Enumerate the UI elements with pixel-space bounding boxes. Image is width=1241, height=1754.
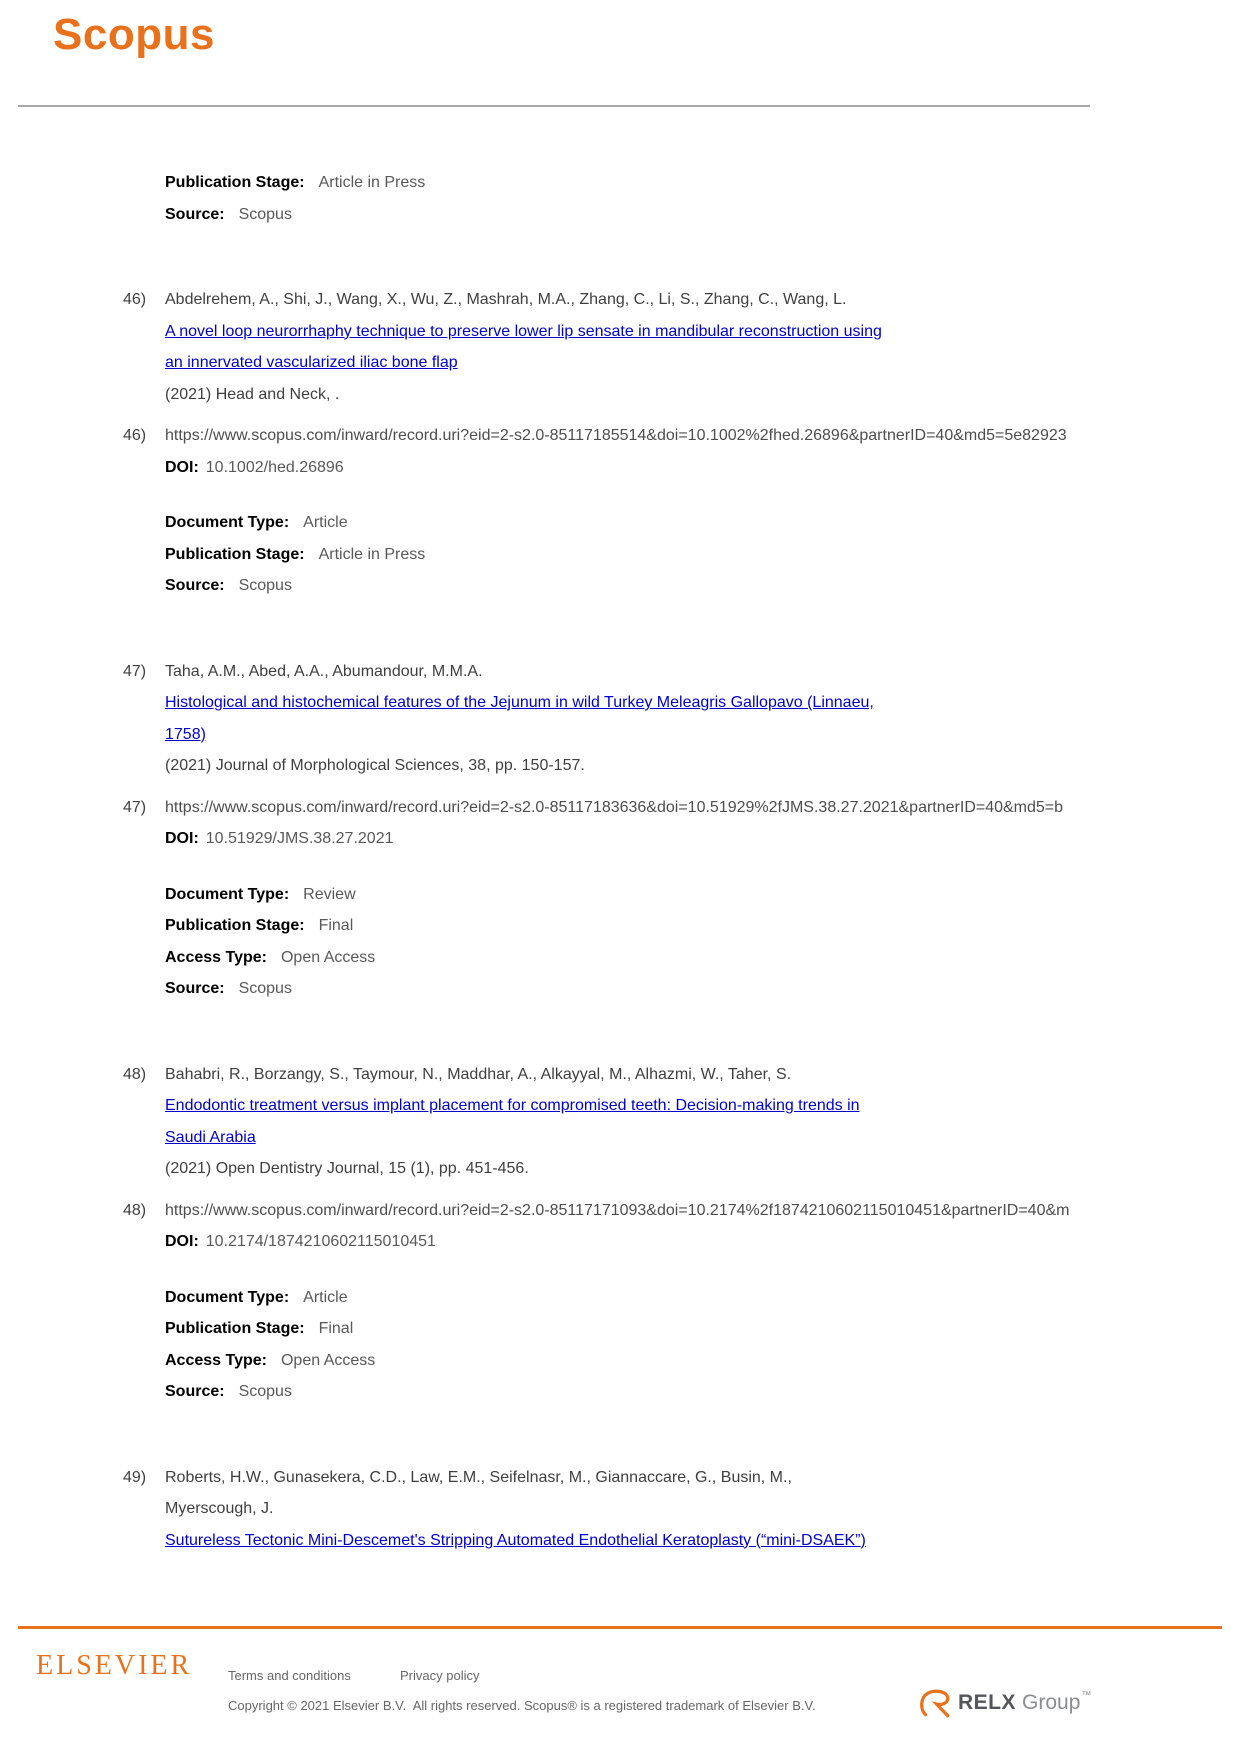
record-details — [123, 1282, 1241, 1408]
access-type-value: Open Access — [280, 1351, 376, 1369]
record-number: 46) — [123, 291, 147, 308]
record-link-block — [123, 792, 1241, 855]
authors-line: Taha, A.M., Abed, A.A., Abumandour, M.M.A. — [165, 662, 483, 680]
doi-value: 10.51929/JMS.38.27.2021 — [205, 830, 394, 847]
authors-line: Roberts, H.W., Gunasekera, C.D., Law, E.M., Seifelnasr, M., Giannaccare, G., Busin, M., — [165, 1468, 792, 1486]
record-number: 49) — [123, 1468, 147, 1486]
relx-name: RELX — [958, 1691, 1017, 1714]
publication-stage-value: Article in Press — [318, 174, 426, 191]
doi-label: DOI: — [165, 1233, 199, 1250]
authors-line: Abdelrehem, A., Shi, J., Wang, X., Wu, Z., Mashrah, M.A., Zhang, C., Li, S., Zhang, C., Wang, L. — [165, 291, 847, 308]
publication-stage-field — [165, 539, 1241, 571]
article-title-line[interactable]: A novel loop neurorrhaphy technique to preserve lower lip sensate in mandibular reconstruction using — [165, 322, 882, 340]
record-url: https://www.scopus.com/inward/record.uri?eid=2-s2.0-85117171093&doi=10.2174%2f1874210602115010451&partnerID=40&m — [165, 1201, 1070, 1219]
document-type-label: Document Type: — [165, 514, 290, 531]
publication-stage-field — [165, 167, 1241, 199]
record-details-partial — [165, 167, 1241, 230]
record-details — [123, 507, 1241, 602]
footer-divider — [18, 1626, 1222, 1629]
publication-stage-value: Final — [318, 1320, 354, 1337]
record-number: 48) — [123, 1065, 147, 1083]
access-type-value: Open Access — [280, 948, 376, 966]
access-type-label: Access Type: — [165, 948, 267, 966]
elsevier-logo: ELSEVIER — [36, 1650, 193, 1681]
publication-info: (2021) Open Dentistry Journal, 15 (1), pp. 451-456. — [165, 1160, 529, 1177]
source-label: Source: — [165, 980, 225, 997]
relx-group-logo — [918, 1686, 1091, 1720]
doi-value: 10.1002/hed.26896 — [205, 458, 344, 476]
privacy-policy-link[interactable]: Privacy policy — [400, 1668, 480, 1683]
relx-logo-icon — [918, 1686, 952, 1720]
record — [123, 1462, 1241, 1557]
source-value: Scopus — [238, 205, 292, 223]
article-title-line[interactable]: 1758) — [165, 725, 206, 743]
terms-and-conditions-link[interactable]: Terms and conditions — [228, 1668, 351, 1683]
record — [123, 284, 1241, 602]
source-label: Source: — [165, 577, 225, 594]
scopus-logo: Scopus — [53, 10, 215, 59]
record-details — [123, 879, 1241, 1005]
record-citation — [123, 656, 1241, 782]
record-link-block — [123, 420, 1241, 483]
document-type-label: Document Type: — [165, 885, 290, 903]
article-title-line[interactable]: Histological and histochemical features of the Jejunum in wild Turkey Meleagris Gallopavo (Linnaeu, — [165, 694, 874, 711]
publication-stage-field — [165, 1313, 1241, 1345]
document-type-value: Article — [303, 514, 348, 531]
record-citation — [123, 1462, 1241, 1557]
document-type-value: Review — [303, 885, 356, 903]
publication-stage-value: Article in Press — [318, 545, 426, 563]
publication-stage-value: Final — [318, 917, 354, 934]
source-value: Scopus — [238, 1383, 292, 1400]
doi-label: DOI: — [165, 458, 199, 476]
authors-line: Bahabri, R., Borzangy, S., Taymour, N., Maddhar, A., Alkayyal, M., Alhazmi, W., Taher, S. — [165, 1065, 792, 1083]
article-title-link[interactable] — [165, 1525, 1241, 1557]
access-type-field — [165, 942, 1241, 974]
records-list — [123, 106, 1241, 1556]
relx-group-word: Group — [1022, 1691, 1081, 1714]
record-number: 47) — [123, 662, 147, 680]
publication-stage-label: Publication Stage: — [165, 1320, 305, 1337]
source-field — [165, 570, 1241, 602]
record-citation — [123, 1059, 1241, 1185]
article-title-line[interactable]: Endodontic treatment versus implant placement for compromised teeth: Decision-making trends in — [165, 1097, 860, 1114]
record-url: https://www.scopus.com/inward/record.uri?eid=2-s2.0-85117183636&doi=10.51929%2fJMS.38.27.2021&partnerID=40&md5=b — [165, 798, 1064, 816]
copyright-text: Copyright © 2021 Elsevier B.V. All rights reserved. Scopus® is a registered trademark of Elsevier B.V. — [228, 1698, 816, 1713]
relx-trademark: ™ — [1081, 1689, 1092, 1701]
access-type-field — [165, 1345, 1241, 1377]
doi-field — [165, 823, 1241, 855]
record-number: 48) — [123, 1201, 147, 1219]
article-title-link[interactable] — [165, 1090, 1241, 1153]
source-value: Scopus — [238, 577, 292, 594]
source-field — [165, 199, 1241, 231]
article-title-line[interactable]: an innervated vascularized iliac bone flap — [165, 354, 458, 371]
publication-stage-label: Publication Stage: — [165, 174, 305, 191]
article-title-line[interactable]: Sutureless Tectonic Mini-Descemet's Stripping Automated Endothelial Keratoplasty (“mini-DSAEK”) — [165, 1531, 866, 1549]
source-field — [165, 1376, 1241, 1408]
article-title-link[interactable] — [165, 687, 1241, 750]
document-type-field — [165, 879, 1241, 911]
record-link-block — [123, 1195, 1241, 1258]
document-type-field — [165, 507, 1241, 539]
publication-info: (2021) Journal of Morphological Sciences, 38, pp. 150-157. — [165, 757, 585, 774]
record-number: 46) — [123, 427, 147, 444]
source-label: Source: — [165, 1383, 225, 1400]
doi-field — [165, 1226, 1241, 1258]
document-type-label: Document Type: — [165, 1288, 290, 1306]
document-type-value: Article — [303, 1288, 348, 1306]
document-type-field — [165, 1282, 1241, 1314]
publication-info: (2021) Head and Neck, . — [165, 385, 340, 403]
authors-line: Myerscough, J. — [165, 1500, 274, 1517]
source-label: Source: — [165, 205, 225, 223]
doi-label: DOI: — [165, 830, 199, 847]
source-field — [165, 973, 1241, 1005]
publication-stage-field — [165, 910, 1241, 942]
article-title-link[interactable] — [165, 316, 1241, 379]
record-url: https://www.scopus.com/inward/record.uri?eid=2-s2.0-85117185514&doi=10.1002%2fhed.26896&partnerID=40&md5=5e82923 — [165, 427, 1067, 444]
record-citation — [123, 284, 1241, 410]
record — [123, 656, 1241, 1005]
access-type-label: Access Type: — [165, 1351, 267, 1369]
source-value: Scopus — [238, 980, 292, 997]
record — [123, 1059, 1241, 1408]
doi-value: 10.2174/1874210602115010451 — [205, 1233, 436, 1250]
publication-stage-label: Publication Stage: — [165, 917, 305, 934]
publication-stage-label: Publication Stage: — [165, 545, 305, 563]
doi-field — [165, 452, 1241, 484]
article-title-line[interactable]: Saudi Arabia — [165, 1128, 256, 1146]
record-number: 47) — [123, 798, 147, 816]
